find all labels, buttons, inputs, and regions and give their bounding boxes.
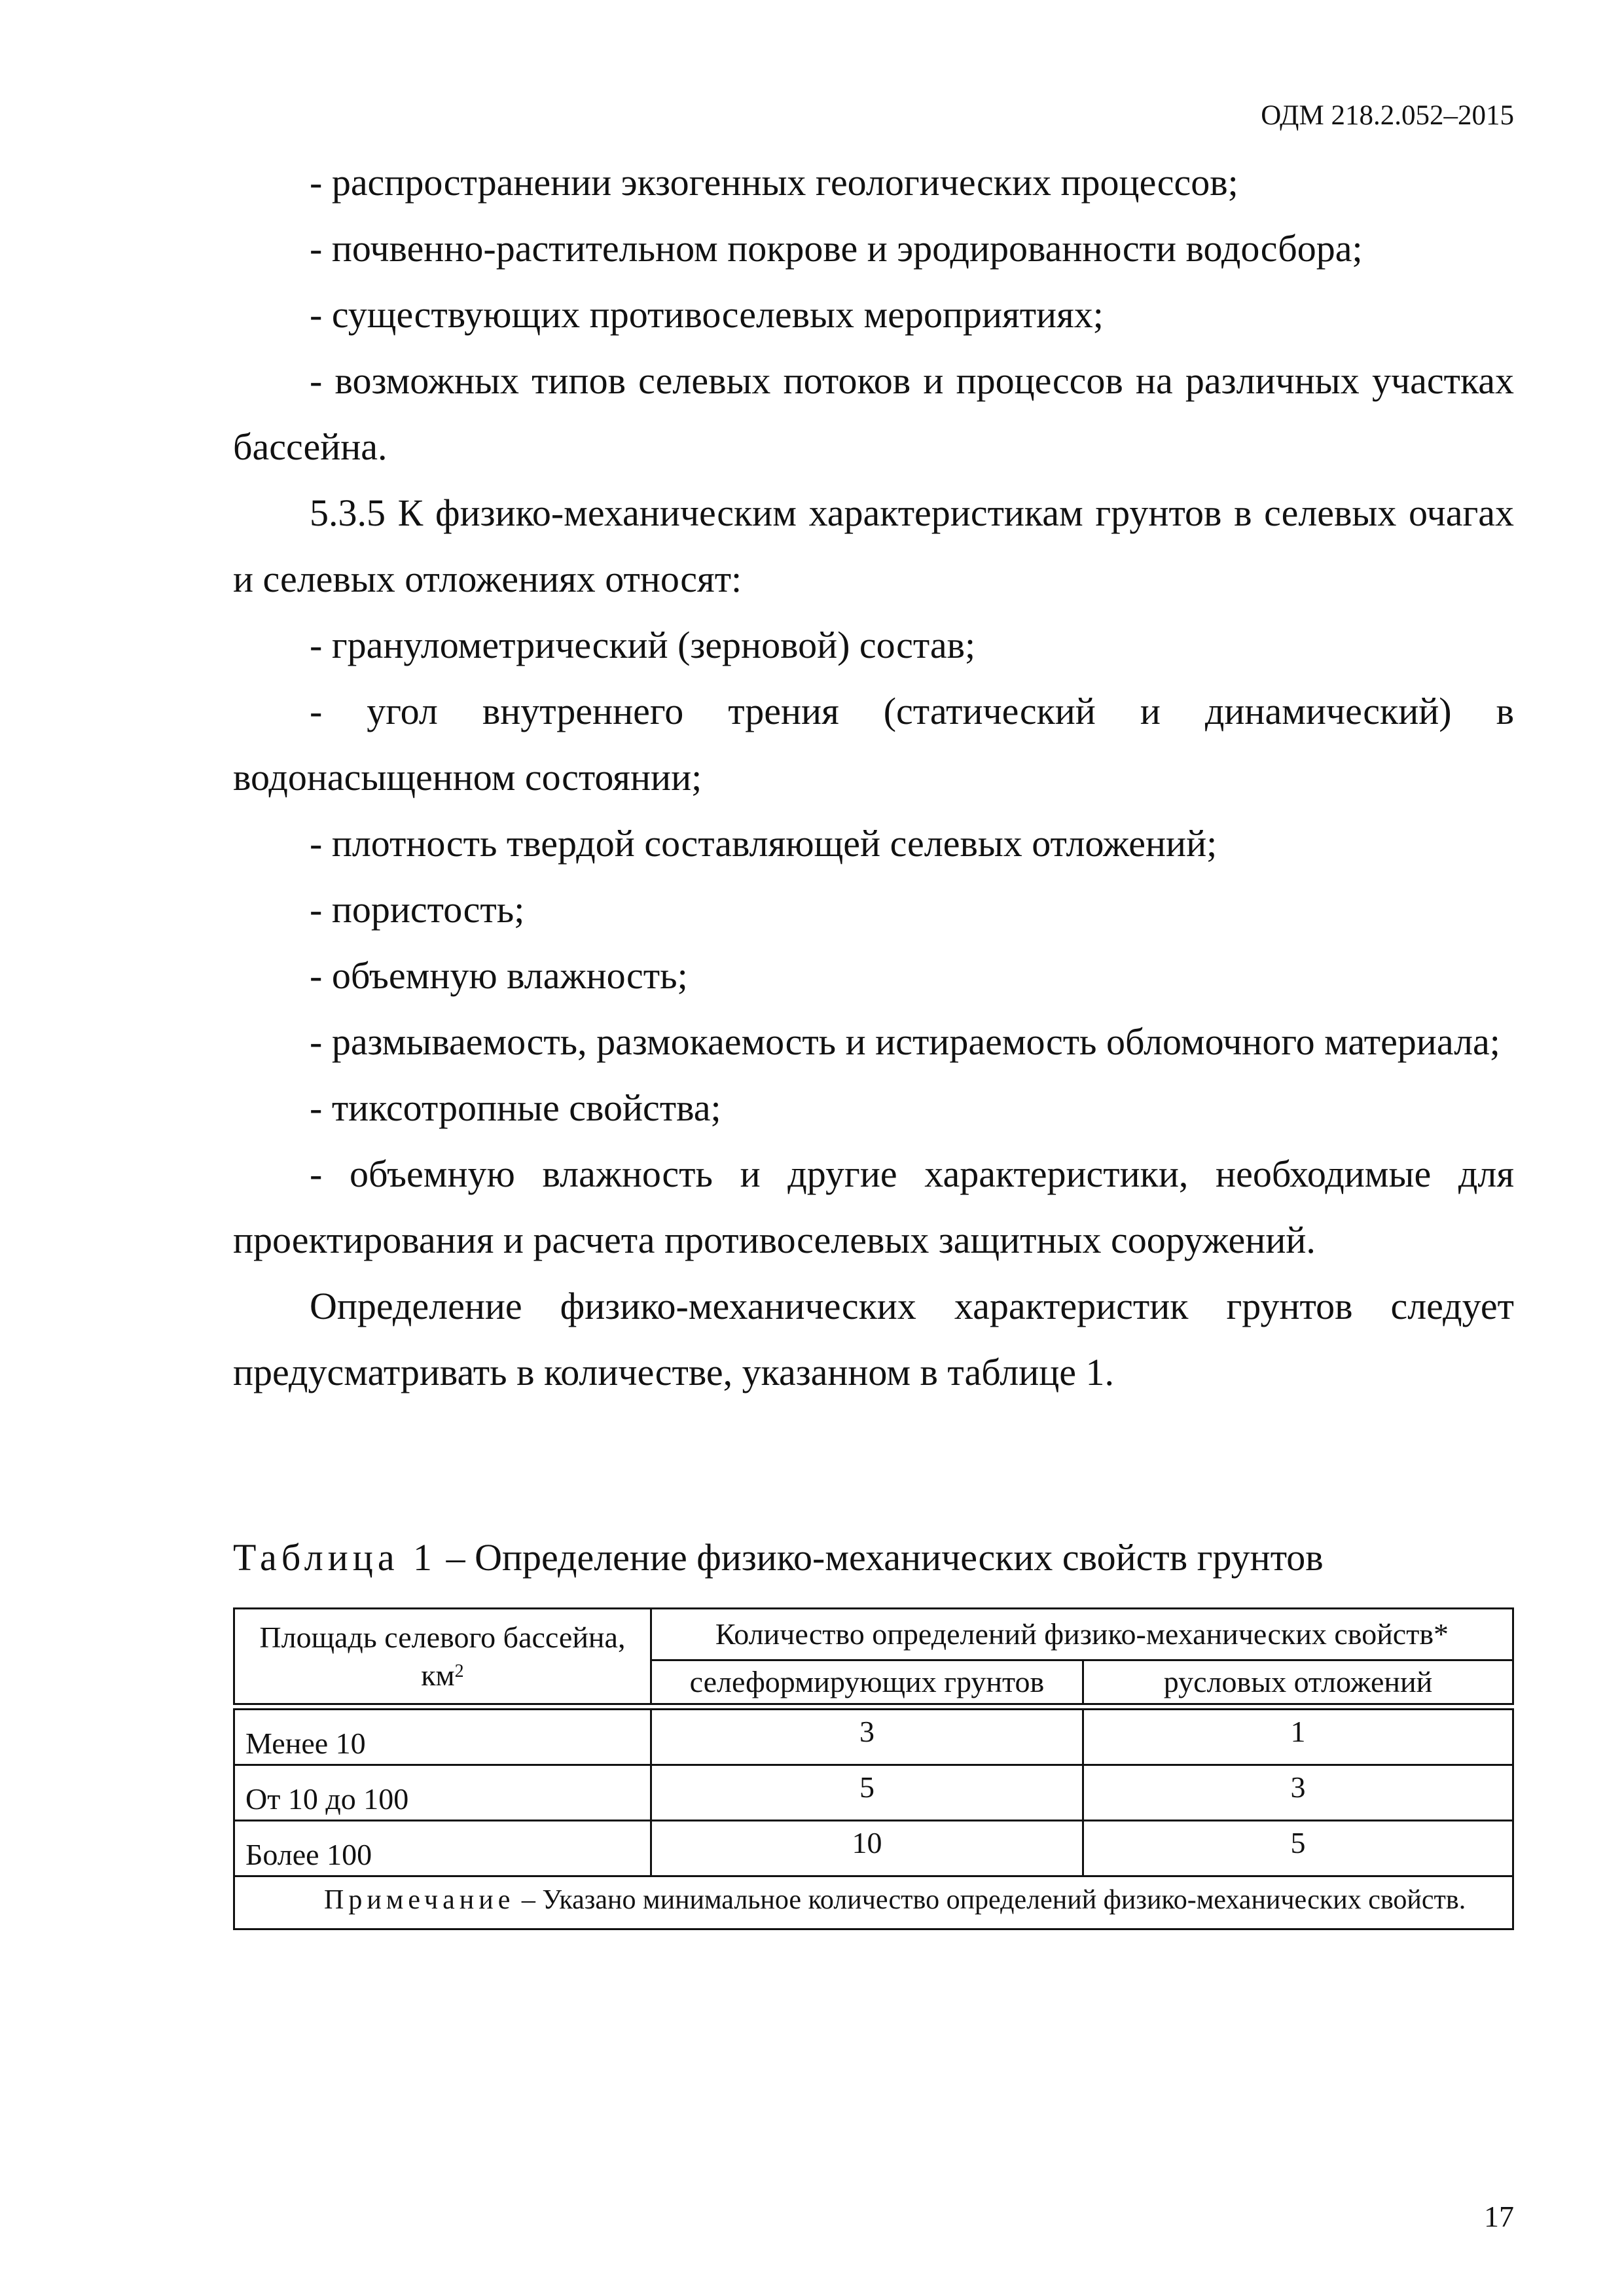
cell-mudflow-soils: 5 <box>651 1765 1083 1821</box>
cell-area: От 10 до 100 <box>234 1765 651 1821</box>
column-header-mudflow-soils: селеформирующих грунтов <box>651 1660 1083 1704</box>
cell-channel-deposits: 5 <box>1083 1821 1513 1876</box>
paragraph: Определение физико-механических характеристик грунтов следует предусматривать в количестве, указанном в таблице 1. <box>233 1285 1514 1393</box>
note-label: Примечание <box>324 1885 515 1915</box>
paragraph: - пористость; <box>310 888 525 931</box>
paragraph: - гранулометрический (зерновой) состав; <box>310 624 976 666</box>
table-note <box>234 1876 1513 1929</box>
paragraph: - тиксотропные свойства; <box>310 1086 721 1129</box>
column-header-area: Площадь селевого бассейна, $км^2$ <box>234 1609 651 1704</box>
section-5-3-5: 5.3.5 К физико-механическим характеристикам грунтов в селевых очагах и селевых отложениях относят: <box>233 492 1514 600</box>
paragraph: - почвенно-растительном покрове и эродированности водосбора; <box>310 227 1363 270</box>
cell-area: Менее 10 <box>234 1710 651 1765</box>
paragraph: - плотность твердой составляющей селевых отложений; <box>310 822 1218 865</box>
cell-channel-deposits: 3 <box>1083 1765 1513 1821</box>
table-row <box>234 1765 1513 1821</box>
table-caption-text: – Определение физико-механических свойств грунтов <box>437 1536 1324 1579</box>
page-number: 17 <box>1484 2200 1514 2233</box>
document-code: ОДМ 218.2.052–2015 <box>1261 100 1514 131</box>
note-text: – Указано минимальное количество определений физико-механических свойств. <box>514 1885 1466 1915</box>
paragraph: - угол внутреннего трения (статический и динамический) в водонасыщенном состоянии; <box>233 690 1514 798</box>
table-caption-label: Таблица 1 <box>233 1536 437 1579</box>
cell-mudflow-soils: 3 <box>651 1710 1083 1765</box>
cell-mudflow-soils: 10 <box>651 1821 1083 1876</box>
column-header-count: Количество определений физико-механических свойств* <box>651 1609 1513 1660</box>
paragraph: - существующих противоселевых мероприятиях; <box>310 293 1104 336</box>
paragraph: - объемную влажность; <box>310 954 688 997</box>
cell-area: Более 100 <box>234 1821 651 1876</box>
table-row <box>234 1821 1513 1876</box>
paragraph: - возможных типов селевых потоков и процессов на различных участках бассейна. <box>233 359 1514 468</box>
paragraph: - размываемость, размокаемость и истираемость обломочного материала; <box>310 1020 1500 1063</box>
column-header-channel-deposits: русловых отложений <box>1083 1660 1513 1704</box>
cell-channel-deposits: 1 <box>1083 1710 1513 1765</box>
table-caption <box>233 1532 1324 1584</box>
paragraph: - объемную влажность и другие характеристики, необходимые для проектирования и расчета противоселевых защитных сооружений. <box>233 1153 1514 1261</box>
paragraph: - распространении экзогенных геологических процессов; <box>310 161 1238 204</box>
table-row <box>234 1710 1513 1765</box>
body-text <box>233 149 1514 1405</box>
soil-properties-table <box>233 1607 1514 1930</box>
